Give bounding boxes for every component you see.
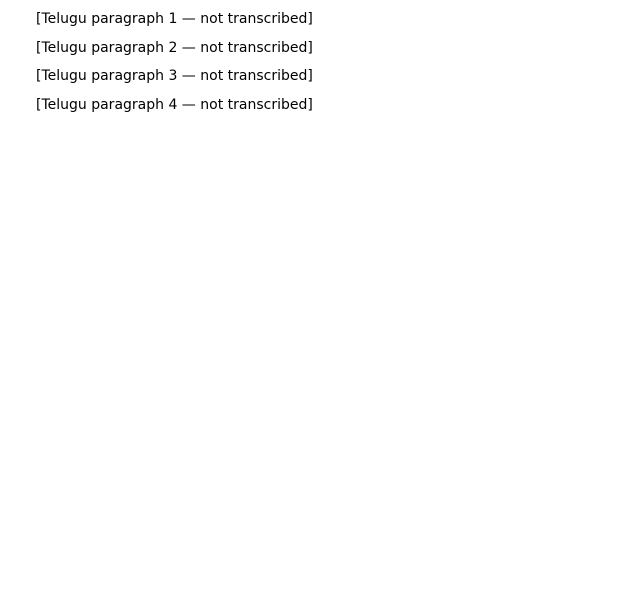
paragraph-2: [Telugu paragraph 2 — not transcribed] (36, 39, 313, 56)
paragraph-1: [Telugu paragraph 1 — not transcribed] (36, 11, 313, 27)
paragraph-4: [Telugu paragraph 4 — not transcribed] (36, 96, 313, 113)
article-body (6, 8, 628, 592)
paragraph-3: [Telugu paragraph 3 — not transcribed] (36, 68, 313, 84)
